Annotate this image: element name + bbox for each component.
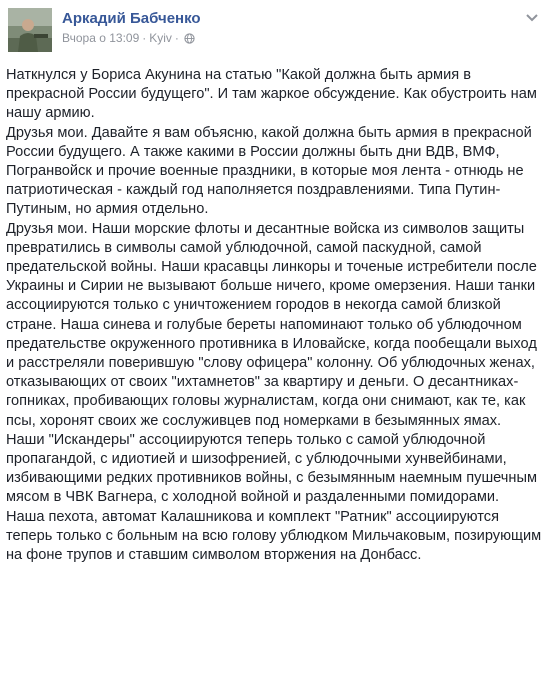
meta-separator: · xyxy=(142,31,147,45)
author-name-link[interactable]: Аркадий Бабченко xyxy=(62,10,201,27)
post-header xyxy=(8,8,544,52)
meta-separator-2: · xyxy=(174,31,179,45)
avatar-photo-icon xyxy=(8,8,52,52)
avatar[interactable] xyxy=(8,8,52,52)
chevron-down-icon[interactable] xyxy=(524,12,540,24)
post-timestamp-link[interactable]: Вчора о 13:09 xyxy=(62,31,140,45)
globe-icon[interactable] xyxy=(184,33,195,44)
post-location-link[interactable]: Kyiv xyxy=(149,31,172,45)
post-meta xyxy=(62,31,195,45)
post-paragraph: Наша пехота, автомат Калашникова и комплект "Ратник" ассоциируются теперь только с больным на всю голову ублюдком Мильчаковым, позирующим на фоне трупов и ставшим символом вторжения на Донбасс. xyxy=(6,508,542,564)
post-paragraph: Наши "Искандеры" ассоциируются теперь только с самой ублюдочной пропагандой, с идиотией и шизофренией, с ублюдочными хунвейбинами, избивающими редких противников войны, с безымянным наемным пушечным мясом в ЧВК Вагнера, с холодной войной и раздаленными помидорами. xyxy=(6,431,537,506)
post-paragraph: Друзья мои. Наши морские флоты и десантные войска из символов защиты превратились в символы самой ублюдочной, самой паскудной, самой предательской войны. Наши красавцы линкоры и точеные истребители после Украины и Сирии не вызывают больше ничего, кроме омерзения. Наши танки ассоциируются только с уничтожением городов в некогда самой близкой стране. Наша синева и голубые береты напоминают только об ублюдочном предательстве окруженного противника в Иловайске, когда пообещали выход и расстреляли поверившую "слову офицера" колонну. Об ублюдочных женах, отказывающих от своих "ихтамнетов" за квартиру и деньги. О десантниках-гопниках, пробивающих головы журналистам, когда они снимают, как те, как псы, хоронят своих же сослуживцев под номерками в безымянных ямах. xyxy=(6,220,537,429)
post-body xyxy=(6,66,542,565)
post-paragraph: Друзья мои. Давайте я вам объясню, какой должна быть армия в прекрасной России будущего. А также какими в России должны быть дни ВДВ, ВМФ, Погранвойск и прочие военные праздники, в которые моя лента - отнюдь не патриотическая - каждый год наполняется поздравлениями. Типа Путин-Путиным, но армия отдельно. xyxy=(6,124,532,218)
post-paragraph: Наткнулся у Бориса Акунина на статью "Какой должна быть армия в прекрасной России будущего". И там жаркое обсуждение. Как обустроить нам нашу армию. xyxy=(6,67,537,122)
